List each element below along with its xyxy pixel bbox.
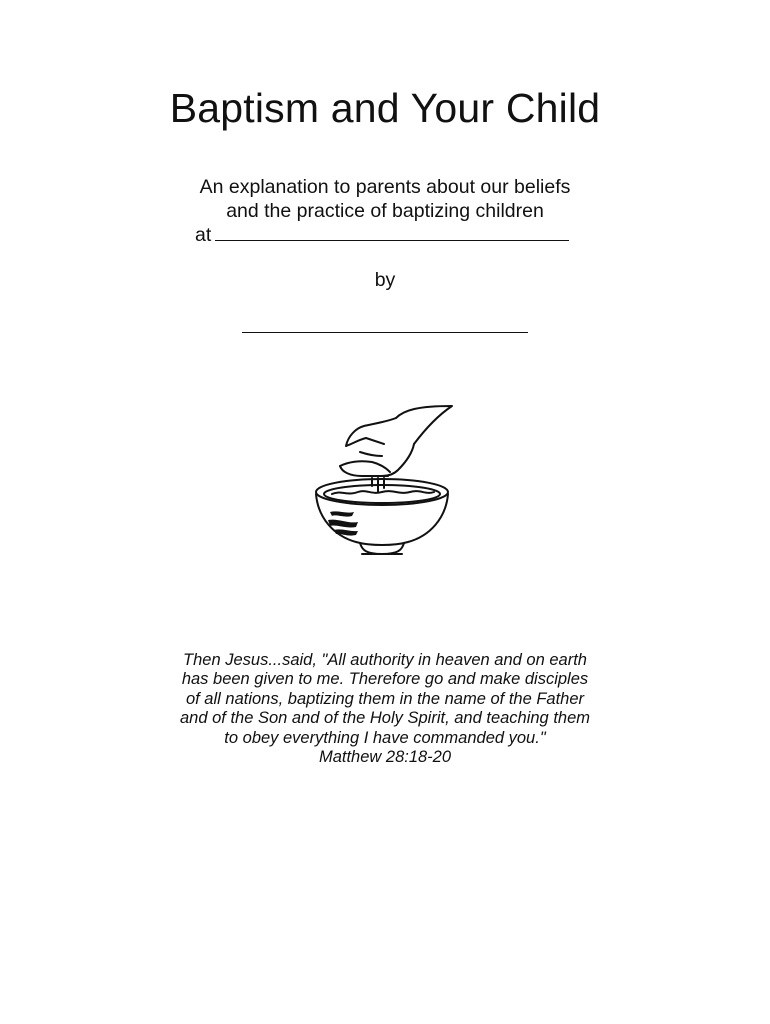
at-label: at xyxy=(195,224,212,246)
verse-line: of all nations, baptizing them in the name of the Father xyxy=(185,689,585,708)
verse-line: to obey everything I have commanded you." xyxy=(224,728,546,747)
verse-line: Then Jesus...said, "All authority in heaven and on earth xyxy=(183,651,587,669)
verse-line: has been given to me. Therefore go and make disciples xyxy=(181,670,589,689)
subtitle-line-1: An explanation to parents about our beliefs xyxy=(199,176,571,198)
subtitle-line-2: and the practice of baptizing children xyxy=(226,200,544,222)
verse-citation: Matthew 28:18-20 xyxy=(318,748,452,767)
subtitle-line-3 xyxy=(0,223,770,247)
verse-line: and of the Son and of the Holy Spirit, and teaching them xyxy=(179,709,591,728)
scripture-verse xyxy=(0,651,770,767)
author-name-blank xyxy=(242,332,528,333)
document-title: Baptism and Your Child xyxy=(169,85,601,131)
document-subtitle xyxy=(0,175,770,247)
hand-over-baptismal-bowl-icon xyxy=(300,400,470,570)
by-label: by xyxy=(374,269,396,291)
church-name-blank xyxy=(215,224,569,241)
